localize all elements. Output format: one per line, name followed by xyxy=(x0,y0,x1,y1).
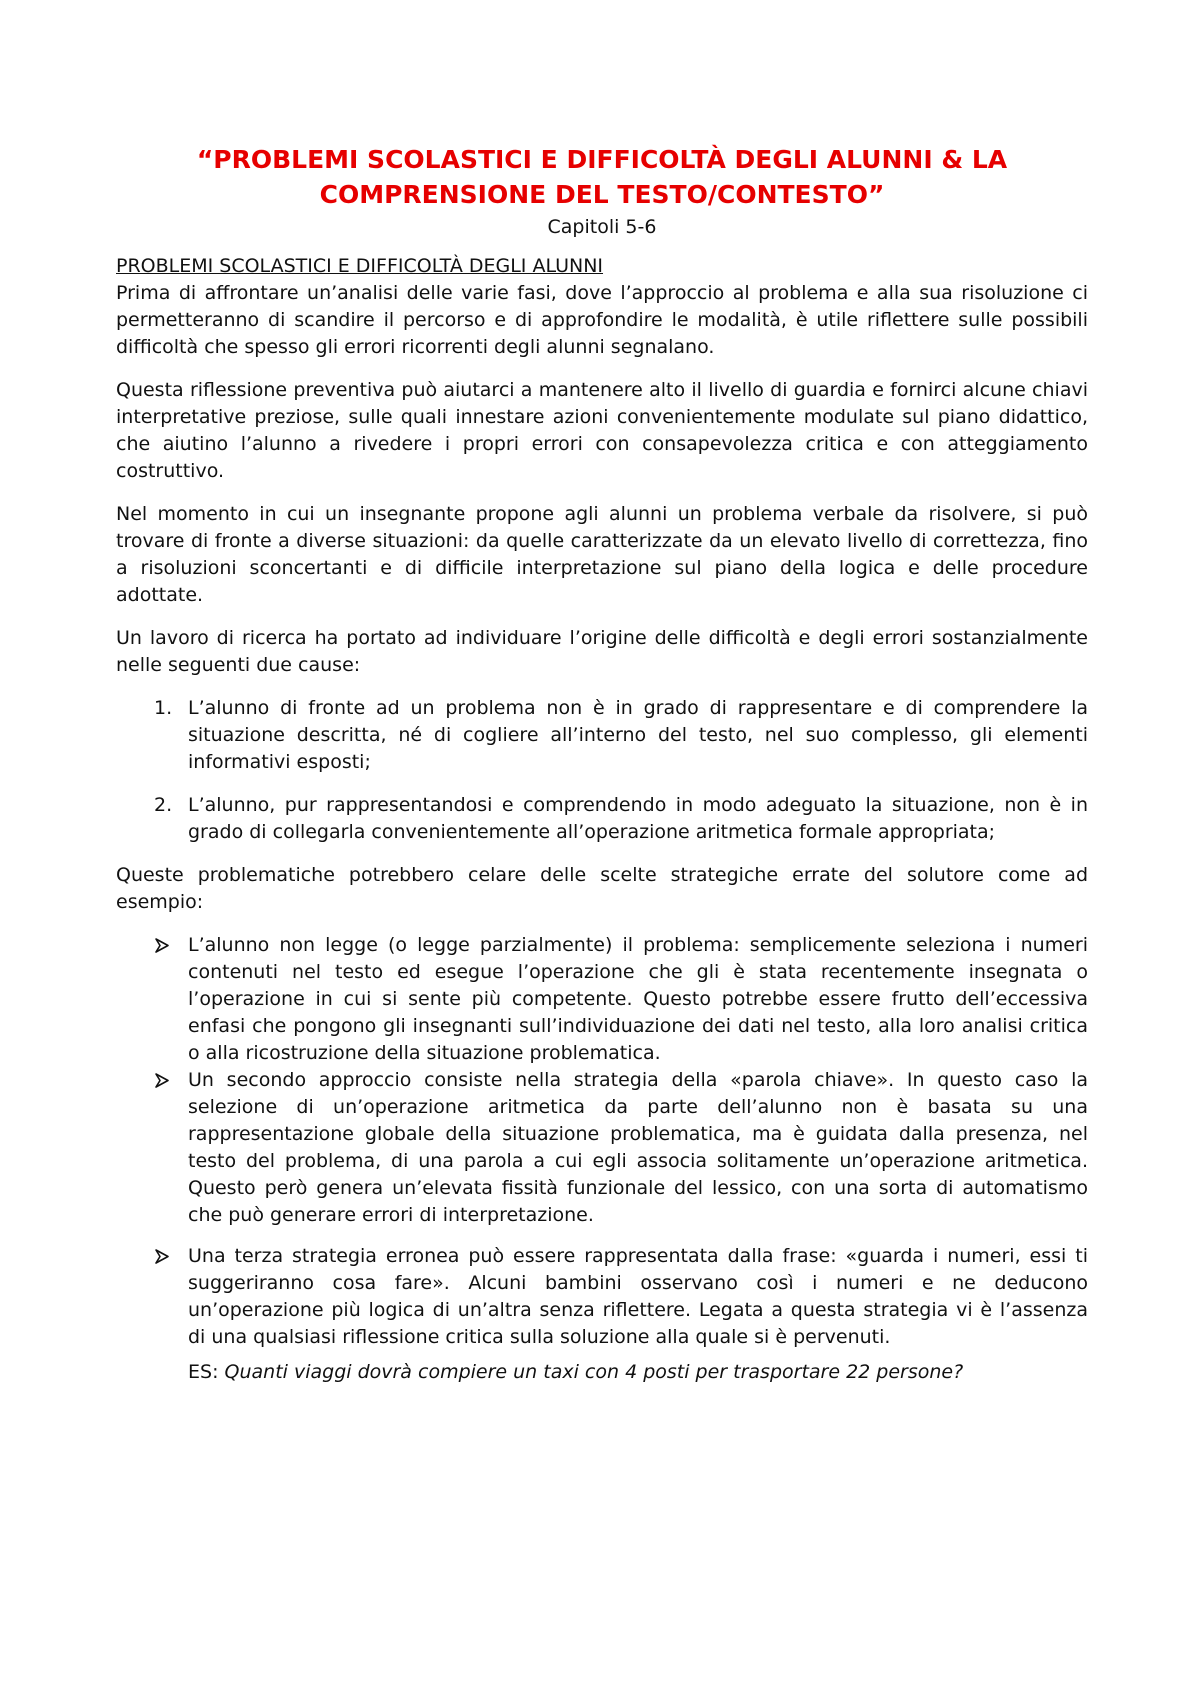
paragraph: Queste problematiche potrebbero celare delle scelte strategiche errate del solutore come ad esempio: xyxy=(116,864,1088,913)
bullet-item-text: Una terza strategia erronea può essere rappresentata dalla frase: «guarda i numeri, essi ti suggeriranno cosa fare». Alcuni bambini osservano così i numeri e ne deducono un’operazione più logica di un’altra senza riflettere. Legata a questa strategia vi è l’assenza di una qualsiasi riflessione critica sulla soluzione alla quale si è pervenuti. xyxy=(188,1245,1088,1348)
list-number: 1. xyxy=(154,697,173,719)
bullet-item xyxy=(116,932,1088,1067)
example-label: ES: xyxy=(188,1361,219,1383)
numbered-item xyxy=(116,792,1088,846)
document-title xyxy=(116,142,1088,212)
paragraph: Questa riflessione preventiva può aiutarci a mantenere alto il livello di guardia e fornirci alcune chiavi interpretative preziose, sulle quali innestare azioni convenientemente modulate sul piano didattico, che aiutino l’alunno a rivedere i propri errori con consapevolezza critica e con atteggiamento costruttivo. xyxy=(116,379,1088,482)
paragraph: Prima di affrontare un’analisi delle varie fasi, dove l’approccio al problema e alla sua risoluzione ci permetteranno di scandire il percorso e di approfondire le modalità, è utile riflettere sulle possibili difficoltà che spesso gli errori ricorrenti degli alunni segnalano. xyxy=(116,282,1088,358)
numbered-list xyxy=(116,695,1088,846)
numbered-item-text: L’alunno di fronte ad un problema non è in grado di rappresentare e di comprendere la situazione descritta, né di cogliere all’interno del testo, nel suo complesso, gli elementi informativi esposti; xyxy=(188,697,1088,773)
bullet-item-text: L’alunno non legge (o legge parzialmente) il problema: semplicemente seleziona i numeri contenuti nel testo ed esegue l’operazione che gli è stata recentemente insegnata o l’operazione in cui si sente più competente. Questo potrebbe essere frutto dell’eccessiva enfasi che pongono gli insegnanti sull’individuazione dei dati nel testo, alla loro analisi critica o alla ricostruzione della situazione problematica. xyxy=(188,934,1088,1064)
example-question: Quanti viaggi dovrà compiere un taxi con 4 posti per trasportare 22 persone? xyxy=(224,1361,964,1383)
paragraph: Un lavoro di ricerca ha portato ad individuare l’origine delle difficoltà e degli errori sostanzialmente nelle seguenti due cause: xyxy=(116,627,1088,676)
bullet-list xyxy=(116,932,1088,1351)
title-line-1: “PROBLEMI SCOLASTICI E DIFFICOLTÀ DEGLI ALUNNI & LA xyxy=(196,145,1008,174)
arrowhead-bullet-icon xyxy=(152,1067,172,1094)
arrowhead-bullet-icon xyxy=(152,932,172,959)
example-paragraph xyxy=(188,1359,1088,1386)
arrowhead-bullet-icon xyxy=(152,1243,172,1270)
bullet-item xyxy=(116,1067,1088,1229)
list-number: 2. xyxy=(154,794,173,816)
section-heading: PROBLEMI SCOLASTICI E DIFFICOLTÀ DEGLI ALUNNI xyxy=(116,255,604,277)
numbered-item-text: L’alunno, pur rappresentandosi e comprendendo in modo adeguato la situazione, non è in grado di collegarla convenientemente all’operazione aritmetica formale appropriata; xyxy=(188,794,1088,843)
document-subtitle: Capitoli 5-6 xyxy=(547,216,657,238)
paragraph: Nel momento in cui un insegnante propone agli alunni un problema verbale da risolvere, si può trovare di fronte a diverse situazioni: da quelle caratterizzate da un elevato livello di correttezza, fino a risoluzioni sconcertanti e di difficile interpretazione sul piano della logica e delle procedure adottate. xyxy=(116,503,1088,606)
title-line-2: COMPRENSIONE DEL TESTO/CONTESTO” xyxy=(319,180,885,209)
numbered-item xyxy=(116,695,1088,776)
bullet-item-text: Un secondo approccio consiste nella strategia della «parola chiave». In questo caso la selezione di un’operazione aritmetica da parte dell’alunno non è basata su una rappresentazione globale della situazione problematica, ma è guidata dalla presenza, nel testo del problema, di una parola a cui egli associa solitamente un’operazione aritmetica. Questo però genera un’elevata fissità funzionale del lessico, con una sorta di automatismo che può generare errori di interpretazione. xyxy=(188,1069,1088,1226)
bullet-item xyxy=(116,1243,1088,1351)
